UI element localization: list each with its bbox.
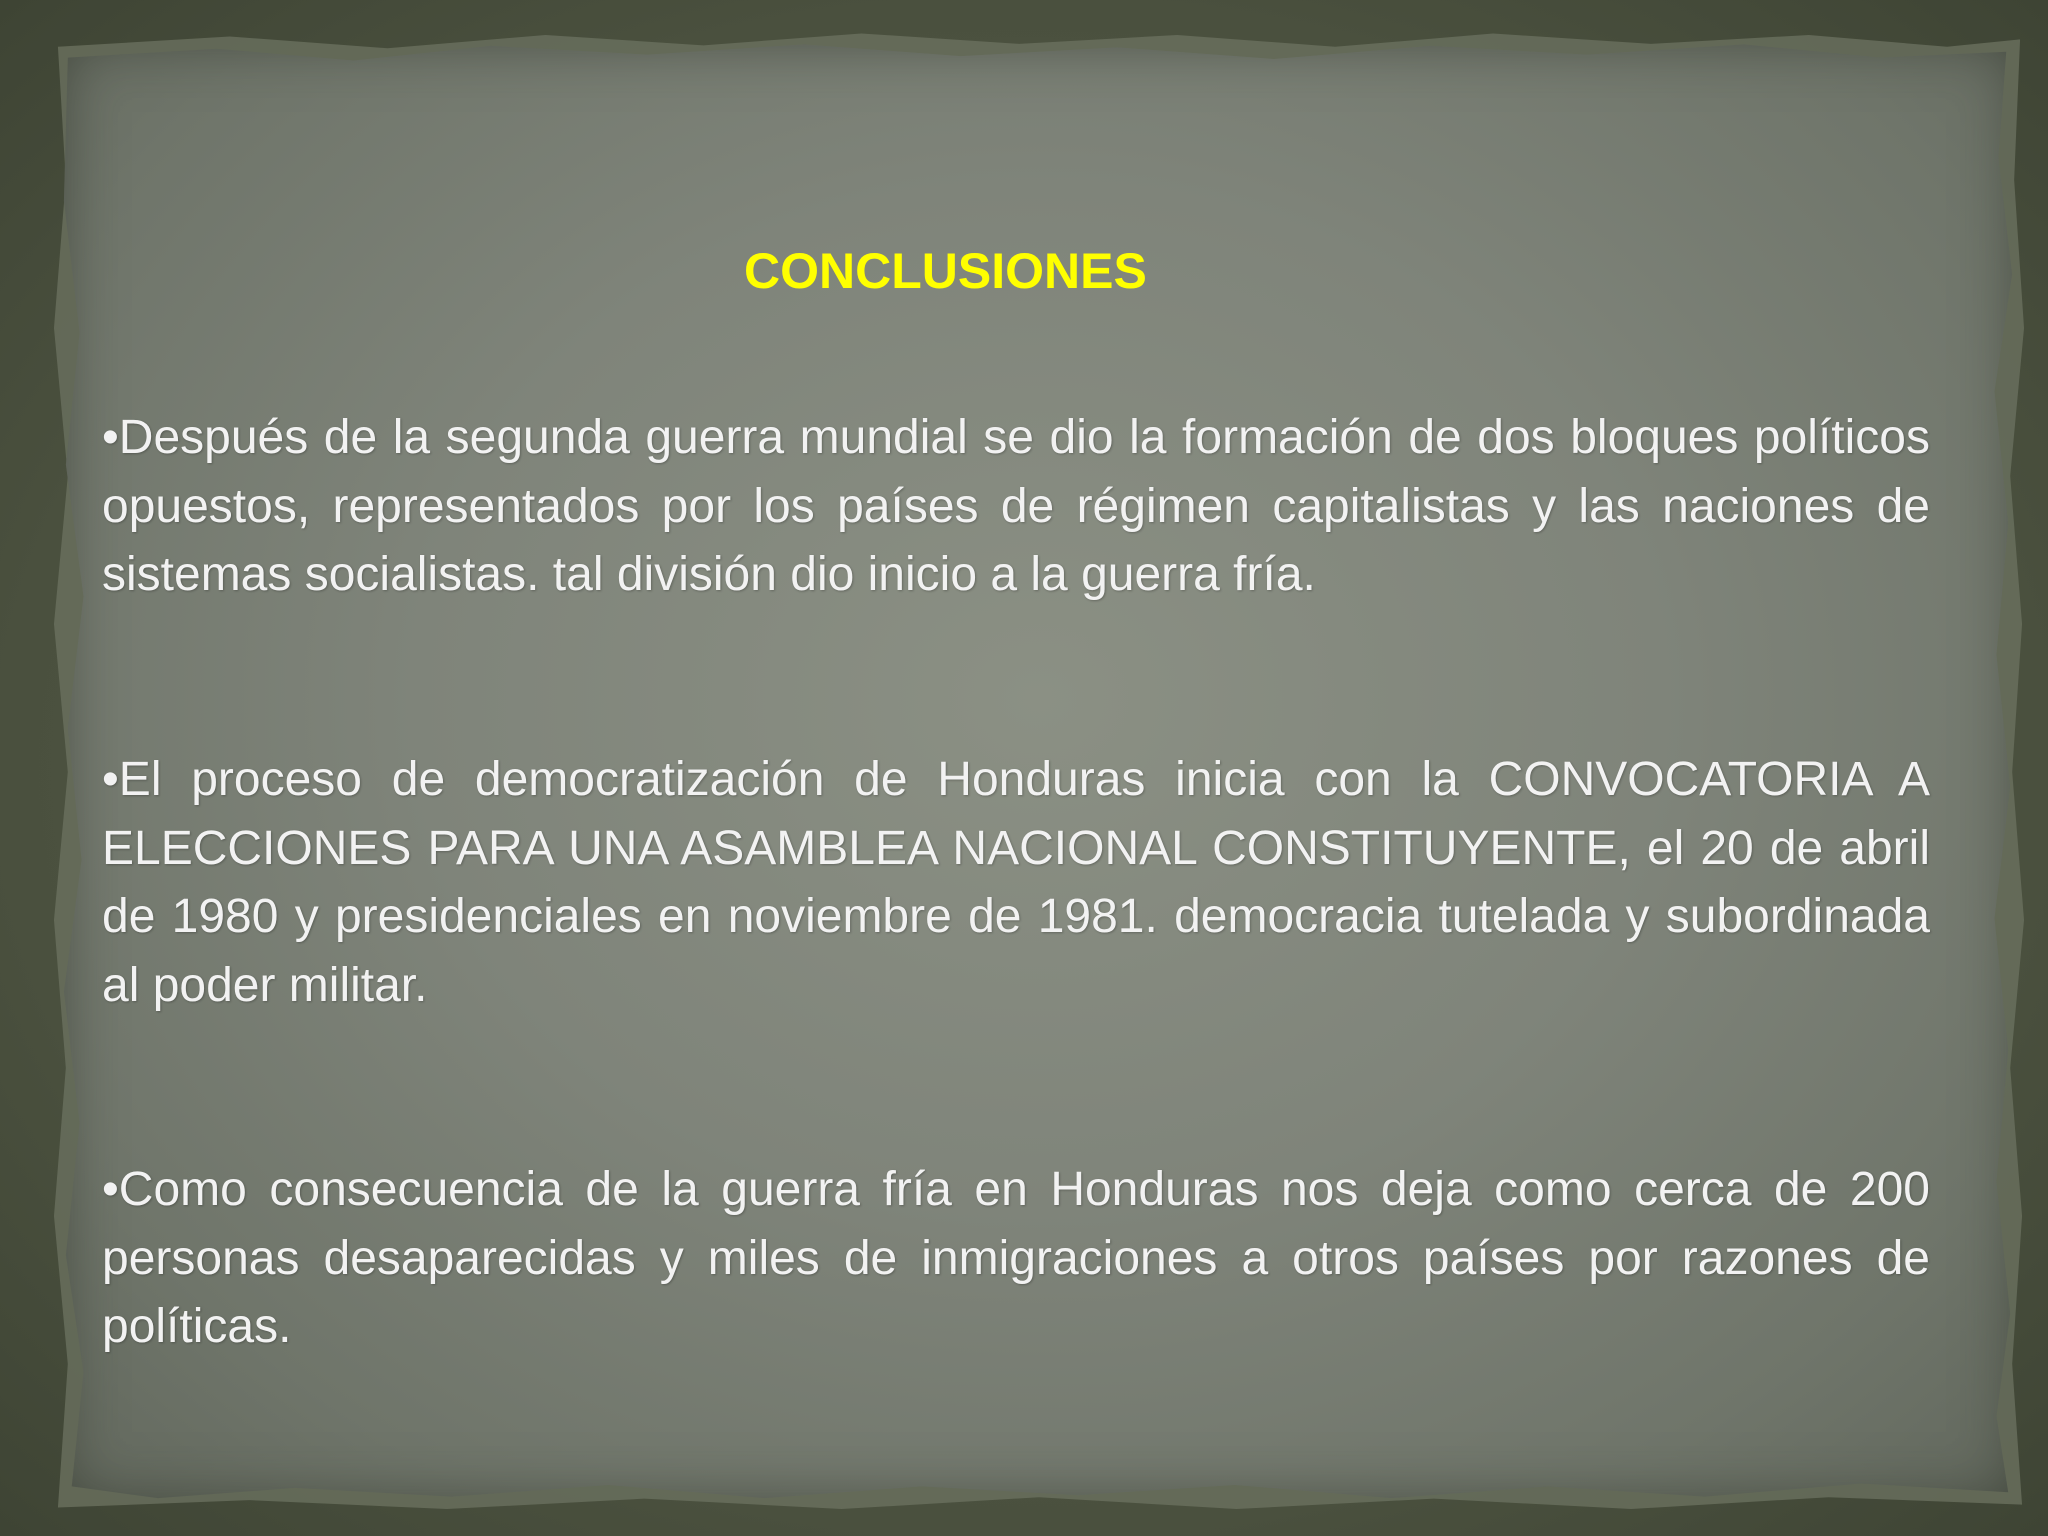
conclusion-paragraph-1: •Después de la segunda guerra mundial se dio la formación de dos bloques políticos opuestos, representados por los países de régimen capitalistas y las naciones de sistemas socialistas. tal división dio inicio a la guerra fría. <box>102 411 1930 601</box>
conclusion-paragraph-2: •El proceso de democratización de Honduras inicia con la CONVOCATORIA A ELECCIONES PARA UNA ASAMBLEA NACIONAL CONSTITUYENTE, el 20 de abril de 1980 y presidenciales en noviembre de 1981. democracia tutelada y subordinada al poder militar. <box>102 753 1930 1012</box>
conclusion-paragraph-3: •Como consecuencia de la guerra fría en Honduras nos deja como cerca de 200 personas desaparecidas y miles de inmigraciones a otros países por razones de políticas. <box>102 1163 1930 1353</box>
slide-title: CONCLUSIONES <box>744 243 1147 299</box>
